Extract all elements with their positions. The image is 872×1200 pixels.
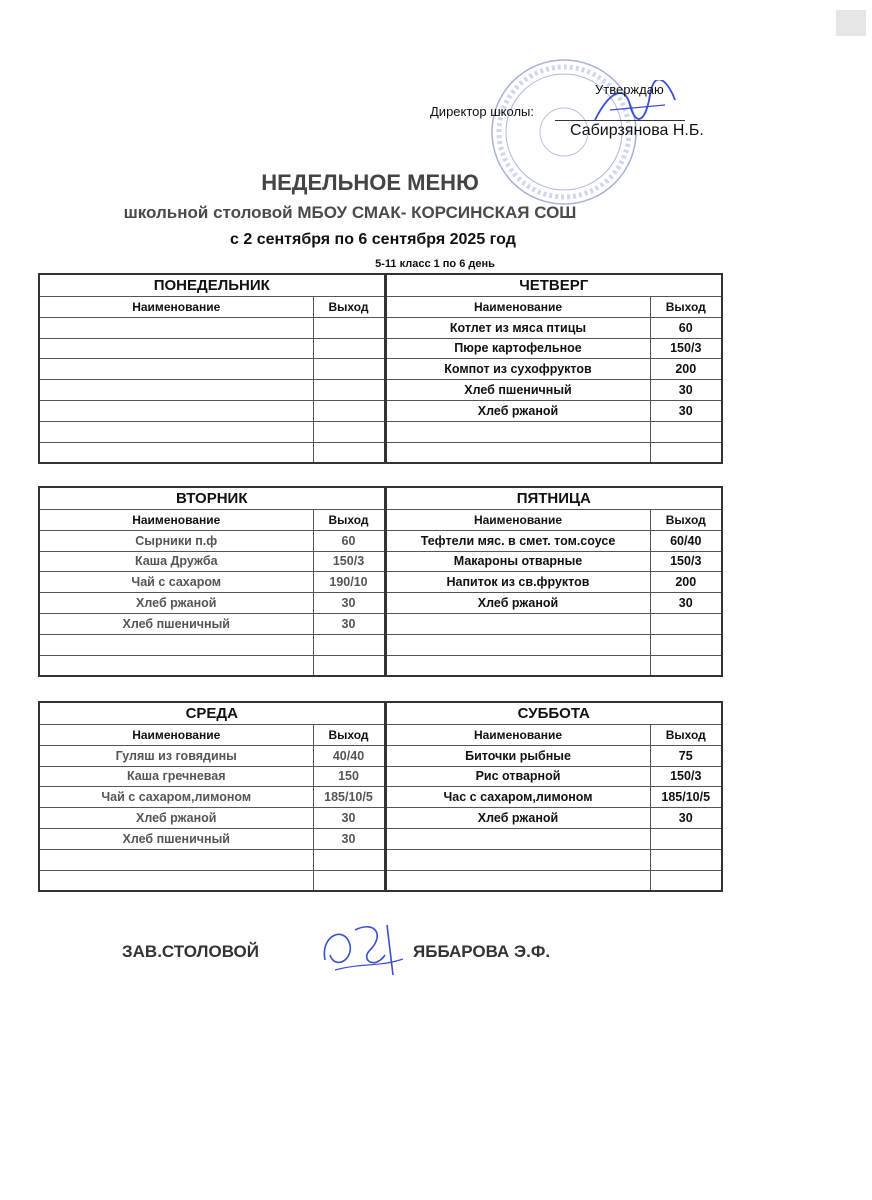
output-cell xyxy=(313,634,385,655)
dish-name-cell xyxy=(39,655,313,676)
dish-name-cell: Хлеб ржаной xyxy=(385,400,650,421)
output-cell xyxy=(650,421,722,442)
table-row xyxy=(39,338,722,359)
output-cell: 30 xyxy=(313,828,385,849)
output-cell xyxy=(313,380,385,401)
school-name: школьной столовой МБОУ СМАК- КОРСИНСКАЯ СОШ xyxy=(123,203,577,222)
output-cell xyxy=(313,849,385,870)
output-cell: 150/3 xyxy=(650,338,722,359)
table-row xyxy=(39,530,722,551)
approve-label: Утверждаю xyxy=(595,82,664,97)
output-cell: 200 xyxy=(650,572,722,593)
table-row xyxy=(39,808,722,829)
output-cell xyxy=(313,359,385,380)
dish-name-cell xyxy=(39,359,313,380)
column-header-name: Наименование xyxy=(385,725,650,746)
output-cell: 150/3 xyxy=(313,551,385,572)
table-row xyxy=(39,359,722,380)
dish-name-cell: Котлет из мяса птицы xyxy=(385,317,650,338)
output-cell xyxy=(650,634,722,655)
dish-name-cell: Тефтели мяс. в смет. том.соусе xyxy=(385,530,650,551)
dish-name-cell xyxy=(385,442,650,463)
dish-name-cell xyxy=(385,870,650,891)
dish-name-cell: Час с сахаром,лимоном xyxy=(385,787,650,808)
menu-table-block-1 xyxy=(38,273,723,464)
table-row xyxy=(39,380,722,401)
day-header: ЧЕТВЕРГ xyxy=(385,274,722,297)
page-title: НЕДЕЛЬНОЕ МЕНЮ xyxy=(261,170,479,195)
canteen-head-name: ЯББАРОВА Э.Ф. xyxy=(413,942,551,961)
output-cell: 30 xyxy=(650,593,722,614)
table-row xyxy=(39,572,722,593)
output-cell xyxy=(313,400,385,421)
dish-name-cell xyxy=(385,634,650,655)
dish-name-cell: Сырники п.ф xyxy=(39,530,313,551)
column-header-name: Наименование xyxy=(39,510,313,531)
dish-name-cell xyxy=(39,870,313,891)
dish-name-cell: Биточки рыбные xyxy=(385,745,650,766)
day-header: ПОНЕДЕЛЬНИК xyxy=(39,274,385,297)
output-cell: 30 xyxy=(650,400,722,421)
dish-name-cell xyxy=(39,338,313,359)
dish-name-cell: Каша гречневая xyxy=(39,766,313,787)
output-cell: 185/10/5 xyxy=(650,787,722,808)
column-header-name: Наименование xyxy=(39,725,313,746)
canteen-head-position: ЗАВ.СТОЛОВОЙ xyxy=(122,942,259,961)
grade-range: 5-11 класс 1 по 6 день xyxy=(375,258,495,270)
director-label: Директор школы: xyxy=(430,104,534,119)
output-cell xyxy=(313,338,385,359)
dish-name-cell: Хлеб пшеничный xyxy=(385,380,650,401)
output-cell xyxy=(650,870,722,891)
output-cell xyxy=(650,849,722,870)
output-cell: 30 xyxy=(650,380,722,401)
table-row xyxy=(39,849,722,870)
day-header: СРЕДА xyxy=(39,702,385,725)
output-cell: 150/3 xyxy=(650,551,722,572)
output-cell: 30 xyxy=(313,593,385,614)
output-cell xyxy=(313,421,385,442)
dish-name-cell: Хлеб пшеничный xyxy=(39,828,313,849)
output-cell xyxy=(650,828,722,849)
dish-name-cell: Гуляш из говядины xyxy=(39,745,313,766)
dish-name-cell xyxy=(39,317,313,338)
dish-name-cell xyxy=(385,655,650,676)
output-cell xyxy=(313,442,385,463)
output-cell: 150/3 xyxy=(650,766,722,787)
dish-name-cell: Рис отварной xyxy=(385,766,650,787)
output-cell: 40/40 xyxy=(313,745,385,766)
column-header-output: Выход xyxy=(650,297,722,318)
output-cell xyxy=(650,655,722,676)
dish-name-cell xyxy=(39,442,313,463)
column-header-name: Наименование xyxy=(39,297,313,318)
output-cell: 190/10 xyxy=(313,572,385,593)
dish-name-cell: Напиток из св.фруктов xyxy=(385,572,650,593)
dish-name-cell xyxy=(385,421,650,442)
output-cell: 60 xyxy=(313,530,385,551)
dish-name-cell: Хлеб ржаной xyxy=(39,593,313,614)
table-row xyxy=(39,787,722,808)
table-row xyxy=(39,551,722,572)
output-cell xyxy=(313,870,385,891)
table-row xyxy=(39,421,722,442)
table-row xyxy=(39,828,722,849)
column-header-name: Наименование xyxy=(385,297,650,318)
output-cell: 60/40 xyxy=(650,530,722,551)
dish-name-cell: Хлеб ржаной xyxy=(385,593,650,614)
dish-name-cell: Макароны отварные xyxy=(385,551,650,572)
table-row xyxy=(39,442,722,463)
output-cell: 60 xyxy=(650,317,722,338)
output-cell: 30 xyxy=(650,808,722,829)
output-cell: 185/10/5 xyxy=(313,787,385,808)
table-row xyxy=(39,613,722,634)
dish-name-cell: Хлеб ржаной xyxy=(385,808,650,829)
table-row xyxy=(39,634,722,655)
dish-name-cell xyxy=(385,613,650,634)
canteen-head-signature xyxy=(315,915,410,985)
scan-edge-mark xyxy=(836,10,866,36)
output-cell: 30 xyxy=(313,613,385,634)
menu-table-block-2 xyxy=(38,486,723,677)
output-cell xyxy=(650,442,722,463)
column-header-output: Выход xyxy=(313,510,385,531)
dish-name-cell xyxy=(385,849,650,870)
table-row xyxy=(39,400,722,421)
day-header: СУББОТА xyxy=(385,702,722,725)
dish-name-cell: Хлеб ржаной xyxy=(39,808,313,829)
dish-name-cell xyxy=(39,849,313,870)
output-cell: 150 xyxy=(313,766,385,787)
dish-name-cell: Чай с сахаром xyxy=(39,572,313,593)
dish-name-cell: Чай с сахаром,лимоном xyxy=(39,787,313,808)
day-header: ВТОРНИК xyxy=(39,487,385,510)
dish-name-cell xyxy=(385,828,650,849)
day-header: ПЯТНИЦА xyxy=(385,487,722,510)
column-header-name: Наименование xyxy=(385,510,650,531)
dish-name-cell xyxy=(39,421,313,442)
dish-name-cell: Хлеб пшеничный xyxy=(39,613,313,634)
director-name: Сабирзянова Н.Б. xyxy=(570,122,704,139)
dish-name-cell xyxy=(39,400,313,421)
column-header-output: Выход xyxy=(313,725,385,746)
column-header-output: Выход xyxy=(650,725,722,746)
column-header-output: Выход xyxy=(650,510,722,531)
output-cell: 30 xyxy=(313,808,385,829)
output-cell xyxy=(650,613,722,634)
output-cell: 200 xyxy=(650,359,722,380)
table-row xyxy=(39,766,722,787)
table-row xyxy=(39,655,722,676)
table-row xyxy=(39,593,722,614)
output-cell xyxy=(313,317,385,338)
table-row xyxy=(39,745,722,766)
table-row xyxy=(39,317,722,338)
dish-name-cell: Каша Дружба xyxy=(39,551,313,572)
dish-name-cell: Компот из сухофруктов xyxy=(385,359,650,380)
output-cell: 75 xyxy=(650,745,722,766)
dish-name-cell: Пюре картофельное xyxy=(385,338,650,359)
dish-name-cell xyxy=(39,380,313,401)
menu-period: с 2 сентября по 6 сентября 2025 год xyxy=(230,231,516,248)
dish-name-cell xyxy=(39,634,313,655)
output-cell xyxy=(313,655,385,676)
column-header-output: Выход xyxy=(313,297,385,318)
table-row xyxy=(39,870,722,891)
signature-line xyxy=(555,120,685,121)
menu-table-block-3 xyxy=(38,701,723,892)
